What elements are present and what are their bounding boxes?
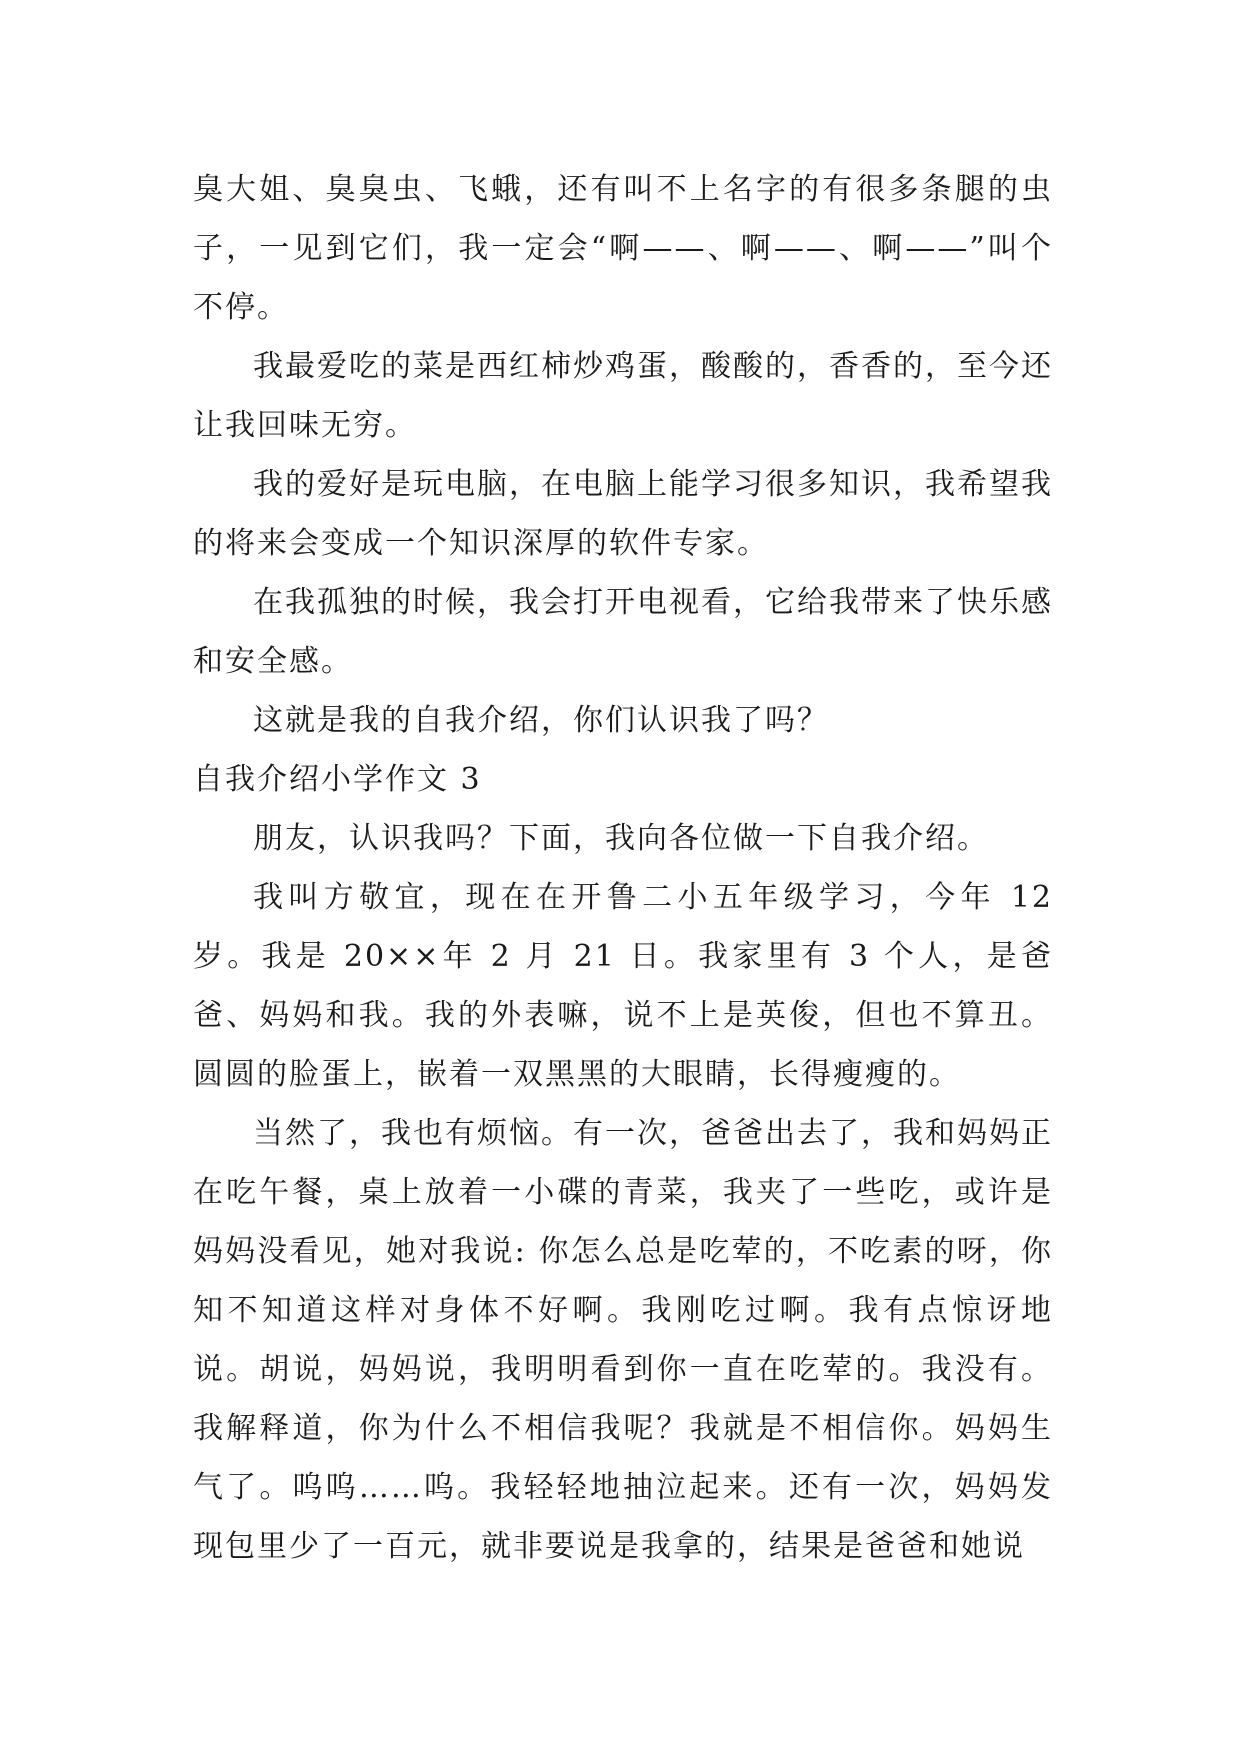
paragraph-continued: 臭大姐、臭臭虫、飞蛾，还有叫不上名字的有很多条腿的虫子，一见到它们，我一定会“啊——、啊——、啊——”叫个不停。 bbox=[193, 172, 1053, 325]
paragraph-hobby: 我的爱好是玩电脑，在电脑上能学习很多知识，我希望我的将来会变成一个知识深厚的软件专家。 bbox=[193, 467, 1053, 561]
paragraph-loneliness: 在我孤独的时候，我会打开电视看，它给我带来了快乐感和安全感。 bbox=[193, 585, 1053, 679]
section-title: 自我介绍小学作文 3 bbox=[193, 762, 482, 797]
paragraph-closing: 这就是我的自我介绍，你们认识我了吗？ bbox=[253, 703, 829, 738]
paragraph-troubles: 当然了，我也有烦恼。有一次，爸爸出去了，我和妈妈正在吃午餐，桌上放着一小碟的青菜，我夹了一些吃，或许是妈妈没看见，她对我说: 你怎么总是吃荤的，不吃素的呀，你知不知道这样对身体不好啊。我刚吃过啊。我有点惊讶地说。胡说，妈妈说，我明明看到你一直在吃荤的。我没有。我解释道，你为什么不相信我呢？我就是不相信你。妈妈生气了。呜呜……呜。我轻轻地抽泣起来。还有一次，妈妈发现包里少了一百元，就非要说是我拿的，结果是爸爸和她说 bbox=[193, 1116, 1053, 1564]
paragraph-introduction: 我叫方敬宜，现在在开鲁二小五年级学习，今年 12 岁。我是 20××年 2 月 21 日。我家里有 3 个人，是爸爸、妈妈和我。我的外表嘛，说不上是英俊，但也不算丑。圆圆的脸蛋上，嵌着一双黑黑的大眼睛，长得瘦瘦的。 bbox=[193, 880, 1053, 1092]
document-body bbox=[193, 160, 1053, 1576]
paragraph-greeting: 朋友，认识我吗？下面，我向各位做一下自我介绍。 bbox=[253, 821, 989, 856]
paragraph-favorite-food: 我最爱吃的菜是西红柿炒鸡蛋，酸酸的，香香的，至今还让我回味无穷。 bbox=[193, 349, 1053, 443]
